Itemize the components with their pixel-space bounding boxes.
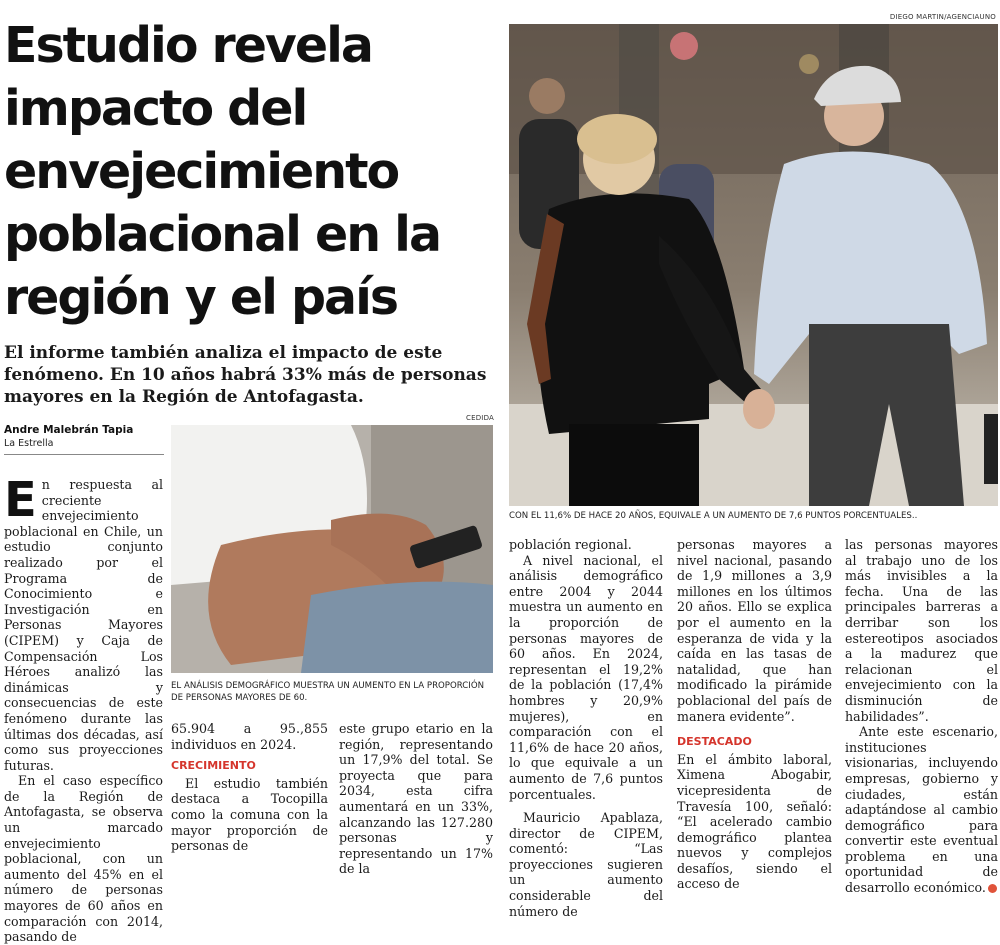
drop-cap: E — [4, 472, 37, 528]
paragraph: En el caso específico de la Región de Antofagasta, se observa un marcado envejecimiento poblacional, con un aumento del 45% en el número de personas mayores de 60 años en comparación con 2014, pasando de — [4, 773, 163, 945]
paragraph: las personas mayores al trabajo uno de los más invisibles a la fecha. Una de las principales barreras a derribar son los estereotipos asociados a la madurez que relacionan el envejecimiento con la disminución de habilidades”. — [845, 537, 998, 724]
main-photo-caption: CON EL 11,6% DE HACE 20 AÑOS, EQUIVALE A UN AUMENTO DE 7,6 PUNTOS PORCENTUALES.. — [509, 511, 918, 521]
paragraph: personas mayores a nivel nacional, pasando de 1,9 millones a 3,9 millones en los últimos 20 años. Ello se explica por el aumento en la esperanza de vida y la caída en las tasas de natalidad, que han modificado la pirámide poblacional del país de manera evidente”. — [677, 537, 832, 724]
end-mark-icon — [988, 884, 997, 893]
paragraph: Mauricio Apablaza, director de CIPEM, comentó: “Las proyecciones sugieren un aumento considerable del número de — [509, 810, 663, 919]
headline: Estudio revela impacto del envejecimiento poblacional en la región y el país — [4, 17, 441, 326]
byline-publication: La Estrella — [4, 438, 54, 449]
body-column-3 — [339, 721, 493, 877]
paragraph: este grupo etario en la región, representando un 17,9% del total. Se proyecta que para 2034, esta cifra aumentará en un 33%, alcanzando las 127.280 personas y representando un 17% de la — [339, 721, 493, 877]
paragraph: A nivel nacional, el análisis demográfico entre 2004 y 2044 muestra un aumento en la proporción de personas mayores de 60 años. En 2024, representan el 19,2% de la población (17,4% hombres y 20,9% mujeres), en comparación con el 11,6% de hace 20 años, lo que equivale a un aumento de 7,6 puntos porcentuales. — [509, 552, 663, 802]
body-column-6 — [845, 537, 998, 896]
secondary-photo — [171, 425, 493, 673]
byline-divider — [4, 454, 164, 455]
paragraph: población regional. — [509, 537, 632, 552]
main-photo-credit: DIEGO MARTIN/AGENCIAUNO — [889, 13, 996, 21]
paragraph: 65.904 a 95.,855 individuos en 2024. — [171, 721, 328, 752]
secondary-photo-image — [171, 425, 493, 673]
subhead-destacado: DESTACADO — [677, 735, 752, 749]
main-photo — [509, 24, 998, 506]
main-photo-image — [509, 24, 998, 506]
paragraph: El estudio también destaca a Tocopilla como la comuna con la mayor proporción de personas de — [171, 775, 328, 854]
paragraph: n respuesta al creciente envejecimiento poblacional en Chile, un estudio conjunto realizado por el Programa de Conocimiento e Investigación en Personas Mayores (CIPEM) y Caja de Compensación Los Héroes analizó las dinámicas y consecuencias de este fenómeno durante las últimas dos décadas, así como sus proyecciones futuras. — [4, 477, 163, 773]
deck: El informe también analiza el impacto de este fenómeno. En 10 años habrá 33% más de personas mayores en la Región de Antofagasta. — [4, 343, 487, 407]
secondary-photo-caption: EL ANÁLISIS DEMOGRÁFICO MUESTRA UN AUMENTO EN LA PROPORCIÓN DE PERSONAS MAYORES DE 60. — [171, 681, 485, 703]
byline-author: Andre Malebrán Tapia — [4, 424, 134, 436]
body-column-2 — [171, 721, 328, 854]
subhead-crecimiento: CRECIMIENTO — [171, 759, 256, 773]
paragraph: Ante este escenario, instituciones visionarias, incluyendo empresas, gobierno y ciudades, están adaptándose al cambio demográfico para convertir este eventual problema en una oportunidad de desarrollo económico. — [845, 724, 998, 896]
secondary-photo-credit: CEDIDA — [466, 414, 495, 422]
body-column-4 — [509, 537, 663, 919]
body-column-1 — [4, 472, 163, 945]
paragraph: En el ámbito laboral, Ximena Abogabir, vicepresidenta de Travesía 100, señaló: “El acelerado cambio demográfico plantea nuevos y complejos desafíos, siendo el acceso de — [677, 751, 832, 892]
body-column-5 — [677, 537, 832, 892]
